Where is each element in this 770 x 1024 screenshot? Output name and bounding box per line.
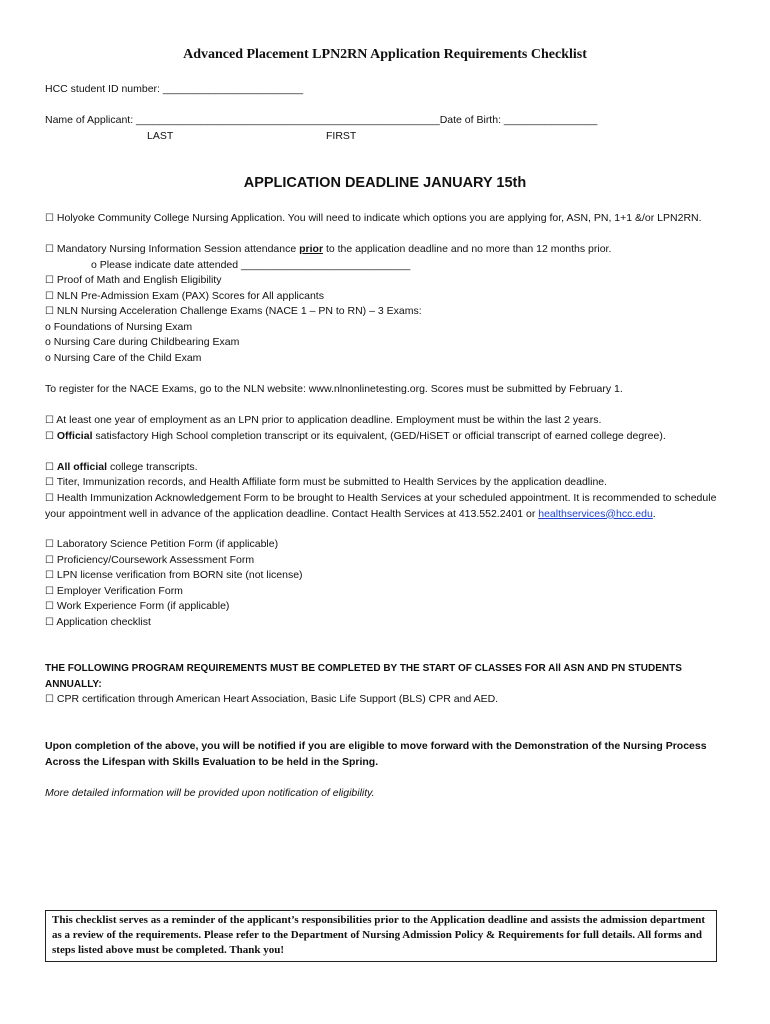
- item-text: At least one year of employment as an LPN prior to application deadline. Employment must be within the last 2 years.: [53, 414, 602, 426]
- checkbox[interactable]: ☐: [45, 462, 54, 473]
- checklist-item-proficiency: [45, 553, 720, 569]
- item-text: CPR certification through American Heart Association, Basic Life Support (BLS) CPR and AED.: [53, 693, 499, 705]
- item-text: Proof of Math and English Eligibility: [56, 274, 222, 286]
- page-title: Advanced Placement LPN2RN Application Requirements Checklist: [183, 47, 587, 62]
- checkbox[interactable]: ☐: [45, 555, 54, 566]
- checklist-item-info-session: [45, 242, 720, 258]
- checklist-item-health-acknowledgement: [45, 491, 720, 522]
- checkbox[interactable]: ☐: [45, 570, 54, 581]
- item-text: Mandatory Nursing Information Session attendance: [56, 243, 300, 255]
- completion-note: Upon completion of the above, you will be notified if you are eligible to move forward with the Demonstration of the Nursing Process Across the Lifespan with Skills Evaluation to be held in the Spring.: [45, 740, 707, 768]
- emphasis-all-official: All official: [56, 461, 108, 473]
- checklist-item-application-checklist: [45, 615, 720, 631]
- checklist-item-college-transcripts: [45, 460, 720, 476]
- applicant-name-dob-field[interactable]: Name of Applicant: ____________________________________________________Date of Birth: ________________: [45, 114, 598, 126]
- item-text: Laboratory Science Petition Form (if applicable): [56, 538, 279, 550]
- last-name-label: LAST: [147, 130, 174, 142]
- checklist-item-lpn-license: [45, 568, 720, 584]
- checklist-item-lab-science: [45, 537, 720, 553]
- checklist-item-nursing-application: [45, 211, 720, 227]
- item-text: NLN Nursing Acceleration Challenge Exams (NACE 1 – PN to RN) – 3 Exams:: [56, 305, 422, 317]
- checklist-item-hs-transcript: [45, 429, 720, 445]
- checklist-item-lpn-employment: [45, 413, 720, 429]
- checkbox[interactable]: ☐: [45, 539, 54, 550]
- nace-exam-foundations: o Foundations of Nursing Exam: [45, 321, 193, 333]
- checklist-item-math-english: [45, 273, 720, 289]
- program-requirements-heading: THE FOLLOWING PROGRAM REQUIREMENTS MUST BE COMPLETED BY THE START OF CLASSES FOR All ASN AND PN STUDENTS ANNUALLY:: [45, 663, 682, 690]
- item-text: college transcripts.: [107, 461, 198, 473]
- checkbox[interactable]: ☐: [45, 213, 54, 224]
- checkbox[interactable]: ☐: [45, 244, 54, 255]
- checklist-item-cpr: [45, 692, 720, 708]
- item-text: Titer, Immunization records, and Health Affiliate form must be submitted to Health Services by the application deadline.: [56, 476, 608, 488]
- item-text: to the application deadline and no more than 12 months prior.: [323, 243, 612, 255]
- emphasis-prior: prior: [299, 243, 324, 255]
- item-text: Work Experience Form (if applicable): [56, 600, 230, 612]
- checkbox[interactable]: ☐: [45, 586, 54, 597]
- item-text: LPN license verification from BORN site (not license): [56, 569, 303, 581]
- checkbox[interactable]: ☐: [45, 477, 54, 488]
- checklist-item-pax-scores: [45, 289, 720, 305]
- checklist-item-work-experience: [45, 599, 720, 615]
- checkbox[interactable]: ☐: [45, 617, 54, 628]
- item-text: NLN Pre-Admission Exam (PAX) Scores for All applicants: [56, 290, 324, 302]
- more-info-note: More detailed information will be provided upon notification of eligibility.: [45, 787, 375, 799]
- item-text: Holyoke Community College Nursing Application. You will need to indicate which options you are applying for, ASN, PN, 1+1 &/or LPN2RN.: [56, 212, 702, 224]
- info-session-date-field[interactable]: o Please indicate date attended _____________________________: [91, 259, 411, 271]
- student-id-field[interactable]: HCC student ID number: ________________________: [45, 83, 304, 95]
- item-text: .: [652, 507, 656, 520]
- checkbox[interactable]: ☐: [45, 601, 54, 612]
- item-text: satisfactory High School completion transcript or its equivalent, (GED/HiSET or official transcript of earned college degree).: [92, 430, 666, 442]
- checkbox[interactable]: ☐: [45, 306, 54, 317]
- checkbox[interactable]: ☐: [45, 493, 54, 504]
- checkbox[interactable]: ☐: [45, 431, 54, 442]
- first-name-label: FIRST: [326, 130, 357, 142]
- nace-exam-child: o Nursing Care of the Child Exam: [45, 352, 202, 364]
- checklist-item-nace-exams: [45, 304, 720, 320]
- deadline-heading: APPLICATION DEADLINE JANUARY 15th: [243, 175, 527, 191]
- checkbox[interactable]: ☐: [45, 275, 54, 286]
- item-text: Employer Verification Form: [56, 585, 183, 597]
- nace-exam-childbearing: o Nursing Care during Childbearing Exam: [45, 336, 240, 348]
- nace-registration-note: To register for the NACE Exams, go to the NLN website: www.nlnonlinetesting.org. Scores must be submitted by February 1.: [45, 383, 623, 395]
- item-text: Health Immunization Acknowledgement Form to be brought to Health Services at your scheduled appointment. It is recommended to schedule your appointment well in advance of the application deadline. Contact Health Services at 413.552.2401 or: [45, 492, 717, 520]
- checklist-item-employer-verification: [45, 584, 720, 600]
- checkbox[interactable]: ☐: [45, 291, 54, 302]
- item-text: Proficiency/Coursework Assessment Form: [56, 554, 255, 566]
- footer-notice-box: This checklist serves as a reminder of the applicant’s responsibilities prior to the Application deadline and assists the admission department as a review of the requirements. Please refer to the Department of Nursing Admission Policy & Requirements for full details. All forms and steps listed above must be completed. Thank you!: [45, 910, 717, 962]
- health-services-email-link[interactable]: healthservices@hcc.edu: [538, 507, 653, 520]
- checkbox[interactable]: ☐: [45, 415, 54, 426]
- emphasis-official: Official: [56, 430, 93, 442]
- checkbox[interactable]: ☐: [45, 694, 54, 705]
- checklist-item-immunization: [45, 475, 720, 491]
- item-text: Application checklist: [56, 616, 151, 628]
